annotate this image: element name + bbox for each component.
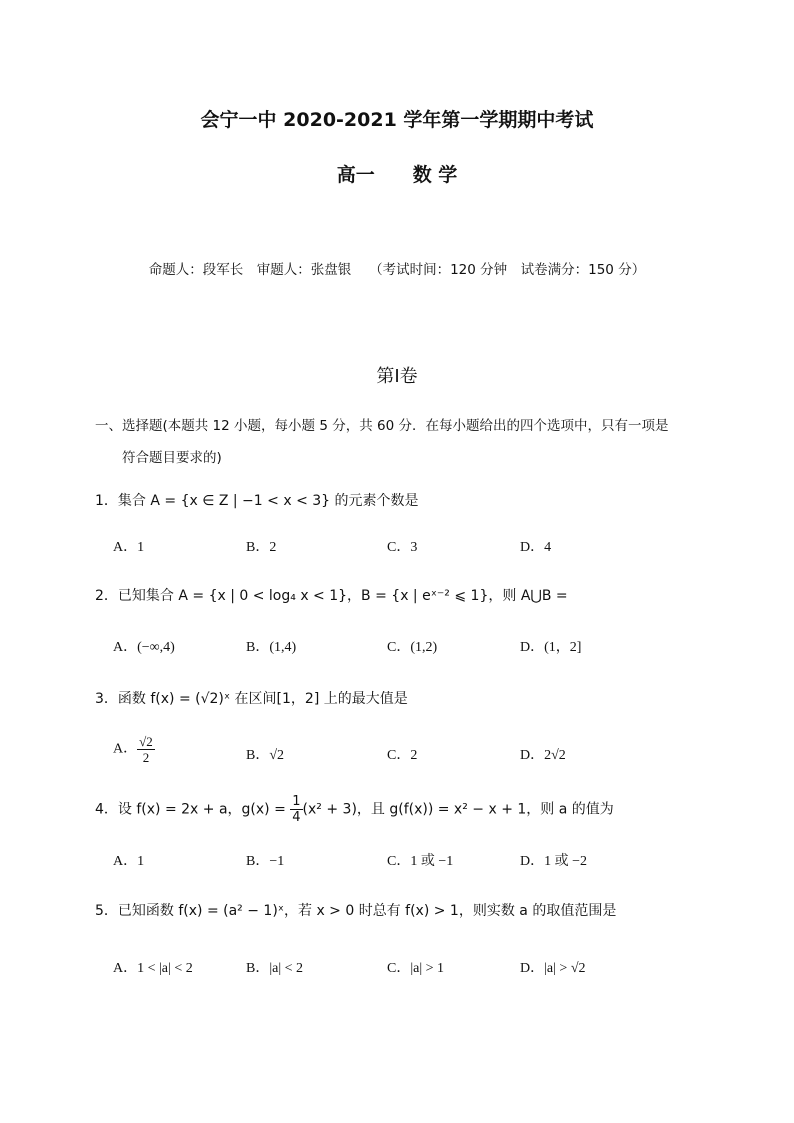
question-1-option-c: C．3 bbox=[387, 540, 418, 555]
part-instructions-line2: 符合题目要求的) bbox=[122, 450, 222, 466]
question-5-option-a: A．1 < |a| < 2 bbox=[113, 961, 193, 976]
question-3-option-a bbox=[113, 734, 155, 765]
question-4-stem bbox=[95, 794, 614, 825]
question-2-stem: 2．已知集合 A = {x | 0 < log₄ x < 1}，B = {x | eˣ⁻² ⩽ 1}，则 A⋃B = bbox=[95, 588, 568, 604]
question-2-option-b: B．(1,4) bbox=[246, 640, 297, 655]
question-2-option-c: C．(1,2) bbox=[387, 640, 438, 655]
fraction-denominator: 2 bbox=[142, 750, 150, 765]
question-5-option-c: C．|a| > 1 bbox=[387, 961, 445, 976]
stem-prefix: 4．设 f(x) = 2x + a，g(x) = bbox=[95, 801, 291, 818]
question-3-stem: 3．函数 f(x) = (√2)ˣ 在区间[1，2] 上的最大值是 bbox=[95, 691, 408, 707]
exam-meta: 命题人：段军长 审题人：张盘银 （考试时间：120 分钟 试卷满分：150 分） bbox=[148, 262, 646, 278]
fraction-numerator: √2 bbox=[139, 734, 153, 749]
question-3-option-c: C．2 bbox=[387, 748, 418, 763]
stem-suffix: (x² + 3)，且 g(f(x)) = x² − x + 1，则 a 的值为 bbox=[302, 801, 614, 818]
question-5-option-b: B．|a| < 2 bbox=[246, 961, 304, 976]
option-label: A． bbox=[113, 741, 138, 757]
question-3-option-b: B．√2 bbox=[246, 748, 285, 763]
part-instructions-line1: 一、选择题(本题共 12 小题，每小题 5 分，共 60 分．在每小题给出的四个选项中，只有一项是 bbox=[95, 418, 669, 434]
question-2-option-a: A．(−∞,4) bbox=[113, 640, 175, 655]
question-3-option-d: D．2√2 bbox=[520, 748, 566, 763]
question-5-stem: 5．已知函数 f(x) = (a² − 1)ˣ，若 x > 0 时总有 f(x) > 1，则实数 a 的取值范围是 bbox=[95, 903, 617, 919]
question-4-option-d: D．1 或 −2 bbox=[520, 854, 588, 869]
question-4-option-b: B．−1 bbox=[246, 854, 285, 869]
fraction bbox=[290, 794, 302, 825]
volume-heading: 第Ⅰ卷 bbox=[376, 366, 418, 387]
question-1-option-a: A．1 bbox=[113, 540, 145, 555]
question-1-stem: 1．集合 A = {x ∈ Z | −1 < x < 3} 的元素个数是 bbox=[95, 493, 419, 509]
fraction bbox=[137, 734, 155, 765]
question-5-option-d: D．|a| > √2 bbox=[520, 961, 586, 976]
question-1-option-d: D．4 bbox=[520, 540, 552, 555]
question-2-option-d: D．(1，2] bbox=[520, 640, 582, 655]
fraction-denominator: 4 bbox=[292, 810, 301, 825]
exam-title: 会宁一中 2020-2021 学年第一学期期中考试 bbox=[200, 109, 594, 131]
question-4-option-c: C．1 或 −1 bbox=[387, 854, 454, 869]
exam-subtitle: 高一 数 学 bbox=[336, 164, 458, 186]
question-1-option-b: B．2 bbox=[246, 540, 277, 555]
fraction-numerator: 1 bbox=[292, 794, 301, 809]
question-4-option-a: A．1 bbox=[113, 854, 145, 869]
